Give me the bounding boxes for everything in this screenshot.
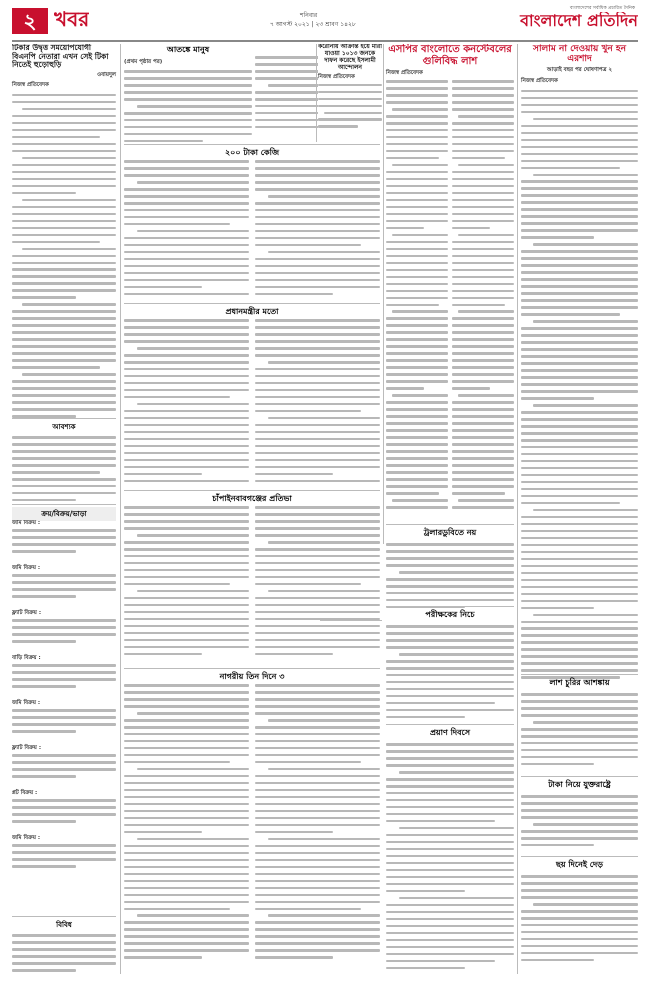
- misc-section: [12, 919, 116, 984]
- story-chapai-body-1: [124, 506, 249, 666]
- classified-section: [12, 507, 116, 521]
- story-islami-byline: নিজস্ব প্রতিবেদক: [318, 73, 355, 80]
- classified-item-title: জমি বিক্রয় :: [12, 835, 41, 841]
- classified-item: [12, 790, 116, 829]
- divider: [124, 303, 380, 304]
- story-salam-headline: সালাম না দেওয়ায় খুন হন এরশাদ: [533, 44, 626, 65]
- story-chapai-body-2: [255, 506, 380, 666]
- left-lead-body: [12, 94, 116, 424]
- story-pm-body-1: [124, 319, 249, 487]
- story-salam-body: [521, 90, 638, 685]
- classified-item-body: [12, 574, 116, 604]
- story-chapai: [124, 493, 380, 506]
- story-200-taka-body-2: [255, 160, 380, 300]
- divider: [521, 856, 638, 857]
- story-taka-usa: [521, 779, 638, 857]
- classified-item-title: বাড়ি বিক্রয় :: [12, 655, 41, 661]
- story-choy-dine-headline: ছয় দিনেই দেড়: [556, 859, 603, 869]
- col-rule: [383, 44, 384, 544]
- story-constable-body-1: [386, 80, 448, 520]
- classified-item: [12, 610, 116, 649]
- classified-item: [12, 835, 116, 874]
- story-atonke-headline: আতঙ্কে মানুষ: [166, 44, 210, 54]
- story-lash-churi-headline: লাশ চুরির আশঙ্কায়: [549, 677, 610, 687]
- divider: [521, 674, 638, 675]
- divider: [386, 724, 514, 725]
- date-line: ৭ আগস্ট ২০২১ | ২৩ শ্রাবণ ১৪২৮: [270, 21, 356, 28]
- story-salam-sub: আড়াই বছর পর ঘোষণাপত্র ২: [546, 66, 613, 73]
- col-rule: [316, 44, 317, 142]
- classified-item: [12, 655, 116, 694]
- divider: [320, 620, 382, 621]
- story-nagrik-body-1: [124, 684, 249, 974]
- story-mukti-body: [386, 743, 514, 981]
- story-nagrik-body-2: [255, 684, 380, 974]
- classified-item: [12, 745, 116, 784]
- divider: [521, 776, 638, 777]
- story-trolar-body: [386, 543, 514, 613]
- story-poriksha: [386, 609, 514, 730]
- story-poriksha-headline: পরীক্ষকের নিচে: [425, 609, 475, 619]
- story-salam-byline: নিজস্ব প্রতিবেদক: [521, 77, 558, 84]
- left-lead-headline: টিকার উদ্বৃত্ত সময়োপযোগী বিএনপি নেতারা এখন সেই টিকা নিতেই হুড়োহুড়ি: [12, 44, 109, 70]
- classified-item-body: [12, 754, 116, 784]
- divider: [12, 916, 116, 917]
- classified-item-body: [12, 844, 116, 874]
- story-choy-dine-body: [521, 875, 638, 983]
- classified-item-title: জমি বিক্রয় :: [12, 520, 41, 526]
- story-constable-byline: নিজস্ব প্রতিবেদক: [386, 70, 423, 76]
- col-rule: [517, 44, 518, 974]
- classified-item: [12, 700, 116, 739]
- story-nagrik-headline: নাগরীয় তিন দিনে ৩: [219, 671, 285, 681]
- left-lead-byline-right: ওবায়দুল: [97, 71, 116, 78]
- classified-item-body: [12, 529, 116, 559]
- story-taka-usa-body: [521, 795, 638, 857]
- misc-body: [12, 934, 116, 984]
- ad-wanted-heading: আবশ্যক: [52, 422, 76, 431]
- misc-heading: বিবিধ: [56, 920, 72, 929]
- story-pm-body-2: [255, 319, 380, 487]
- ad-wanted-body: [12, 436, 116, 506]
- story-trolar: [386, 527, 514, 613]
- ad-wanted: [12, 421, 116, 506]
- divider: [124, 668, 380, 669]
- story-mukti: [386, 727, 514, 981]
- classified-item-body: [12, 664, 116, 694]
- story-trolar-headline: ট্রলারডুবিতে নয়: [423, 527, 477, 537]
- classified-item-title: ফ্ল্যাট বিক্রয় :: [12, 610, 42, 616]
- story-constable-body-2: [452, 80, 514, 520]
- brand-logo: বাংলাদেশ প্রতিদিন: [520, 12, 638, 30]
- story-200-taka-body-1: [124, 160, 249, 300]
- classified-item: [12, 565, 116, 604]
- classified-item-title: জমি বিক্রয় :: [12, 700, 41, 706]
- divider: [124, 490, 380, 491]
- story-salam: [521, 44, 638, 685]
- page-number-box: [12, 8, 48, 34]
- masthead-rule: [12, 40, 638, 42]
- story-atonke: [124, 44, 252, 155]
- story-mukti-headline: প্রয়াণ দিবসে: [429, 727, 471, 737]
- classified-item-title: প্লট বিক্রয় :: [12, 790, 38, 796]
- classified-list: [12, 520, 116, 900]
- story-taka-usa-headline: টাকা নিয়ে যুক্তরাষ্ট্রে: [548, 779, 611, 789]
- story-poriksha-body: [386, 625, 514, 730]
- col-rule: [120, 44, 121, 974]
- divider: [12, 504, 116, 505]
- divider: [124, 144, 380, 145]
- divider: [12, 418, 116, 419]
- story-islami-body: [318, 84, 382, 136]
- classified-item-body: [12, 709, 116, 739]
- story-pm-headline: প্রধানমন্ত্রীর মতো: [225, 306, 279, 316]
- story-chapai-headline: চাঁপাইনবাবগঞ্জের প্রতিভা: [212, 493, 292, 503]
- story-lash-churi: [521, 677, 638, 778]
- classified-item: [12, 520, 116, 559]
- story-nagrik: [124, 671, 380, 684]
- section-name: খবর: [54, 8, 90, 31]
- story-200-taka: [124, 147, 380, 160]
- day-label: শনিবার: [300, 12, 318, 19]
- page-number: ২: [23, 9, 37, 33]
- story-atonke-byline: (প্রথম পৃষ্ঠার পর): [124, 59, 163, 65]
- classified-item-body: [12, 799, 116, 829]
- classified-heading: ক্রয়/বিক্রয়/ভাড়া: [12, 507, 116, 521]
- story-islami-headline: করোনায় আক্রান্ত হয়ে মারা যাওয়া ১০১৩ জনকে দাফন করেছে ইসলামী আন্দোলন: [318, 44, 382, 71]
- classified-item-body: [12, 619, 116, 649]
- story-lash-churi-body: [521, 693, 638, 778]
- story-atonke-body: [124, 70, 252, 155]
- divider: [386, 524, 514, 525]
- story-pm: [124, 306, 380, 319]
- story-constable-headline: এসপির বাংলোতে কনস্টেবলের গুলিবিদ্ধ লাশ: [388, 44, 512, 67]
- masthead: [0, 0, 650, 40]
- classified-item-title: জমি বিক্রয় :: [12, 565, 41, 571]
- left-lead-story: [12, 44, 116, 424]
- story-200-taka-headline: ২০০ টাকা কেজি: [224, 147, 280, 157]
- story-choy-dine: [521, 859, 638, 983]
- story-constable: [386, 44, 514, 78]
- divider: [386, 606, 514, 607]
- brand-tagline: বাংলাদেশের সর্বাধিক প্রচারিত দৈনিক: [569, 6, 635, 11]
- left-lead-byline: নিজস্ব প্রতিবেদক: [12, 81, 49, 88]
- classified-item-title: ফ্ল্যাট বিক্রয় :: [12, 745, 42, 751]
- story-islami-andolon-block: [318, 44, 382, 142]
